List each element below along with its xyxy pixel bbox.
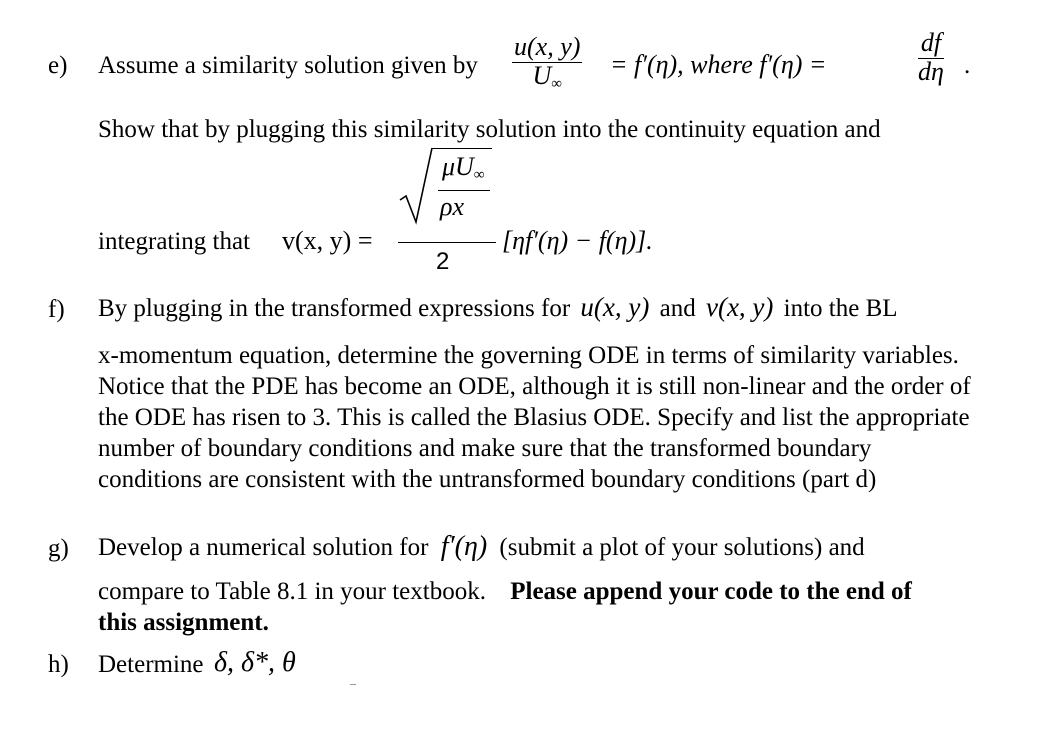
df-numerator: df bbox=[920, 28, 942, 57]
f-line1-text: By plugging in the transformed expressions for bbox=[98, 295, 571, 322]
mu-u: μU bbox=[442, 152, 474, 181]
part-g-label: g) bbox=[48, 535, 69, 562]
f-line1-end: into the BL bbox=[783, 295, 898, 322]
f-prime-equation: = f′(η), where f′(η) = bbox=[610, 50, 827, 79]
fraction-denominator bbox=[532, 61, 561, 93]
denominator-u: U bbox=[532, 61, 552, 90]
sqrt-numerator bbox=[442, 152, 485, 184]
g-line1-end: (submit a plot of your solutions) and bbox=[499, 534, 865, 561]
part-f-body: x-momentum equation, determine the governing ODE in terms of similarity variables. Notice that the PDE has become an ODE, although it is still non-linear and the order of the ODE has risen to 3. This is called the Blasius ODE. Specify and list the appropriate number of boundary conditions and make sure that the transformed boundary conditions are consistent with the untransformed boundary conditions (part d) bbox=[98, 342, 971, 493]
u-over-uinf-fraction bbox=[512, 32, 582, 93]
part-f-label: f) bbox=[48, 296, 65, 323]
delta-symbols: δ, δ*, θ bbox=[214, 647, 296, 678]
g-line2-text: compare to Table 8.1 in your textbook. bbox=[98, 578, 486, 605]
deta-denominator: dη bbox=[918, 57, 944, 86]
bracket-expression: [ηf′(η) − f(η)]. bbox=[502, 226, 653, 255]
denominator-two: 2 bbox=[436, 248, 450, 275]
equation-period: . bbox=[964, 52, 971, 79]
part-g-line2 bbox=[98, 578, 912, 606]
main-fraction-bar bbox=[398, 242, 496, 243]
u-expression: u(x, y) bbox=[580, 292, 650, 322]
df-deta-fraction bbox=[918, 28, 944, 87]
assume-text: Assume a similarity solution given by bbox=[98, 52, 478, 79]
sqrt-overline bbox=[432, 148, 492, 149]
denominator-infinity: ∞ bbox=[551, 76, 562, 92]
part-h-label: h) bbox=[48, 651, 69, 678]
g-line2-bold: Please append your code to the end of bbox=[510, 578, 912, 605]
v-expression-fraction bbox=[398, 146, 498, 286]
part-e-label: e) bbox=[48, 52, 68, 79]
integrating-text: integrating that bbox=[98, 228, 251, 255]
mu-u-infinity: ∞ bbox=[473, 167, 485, 183]
determine-text: Determine bbox=[98, 651, 204, 678]
v-lhs: v(x, y) = bbox=[282, 226, 373, 255]
part-f-line1 bbox=[98, 292, 898, 323]
show-text: Show that by plugging this similarity solution into the continuity equation and bbox=[98, 116, 881, 143]
sqrt-denominator: ρx bbox=[440, 192, 465, 221]
v-expression: v(x, y) bbox=[705, 292, 774, 322]
underscore-mark bbox=[350, 684, 356, 685]
g-line1-text: Develop a numerical solution for bbox=[98, 534, 429, 561]
fraction-numerator: u(x, y) bbox=[514, 32, 581, 61]
part-g-line1 bbox=[98, 531, 865, 563]
sqrt-radical-icon bbox=[398, 146, 436, 226]
sqrt-inner-bar bbox=[438, 190, 490, 191]
f-prime-eta: f′(η) bbox=[440, 531, 488, 562]
and-text: and bbox=[659, 295, 696, 322]
part-g-line3: this assignment. bbox=[98, 609, 269, 636]
